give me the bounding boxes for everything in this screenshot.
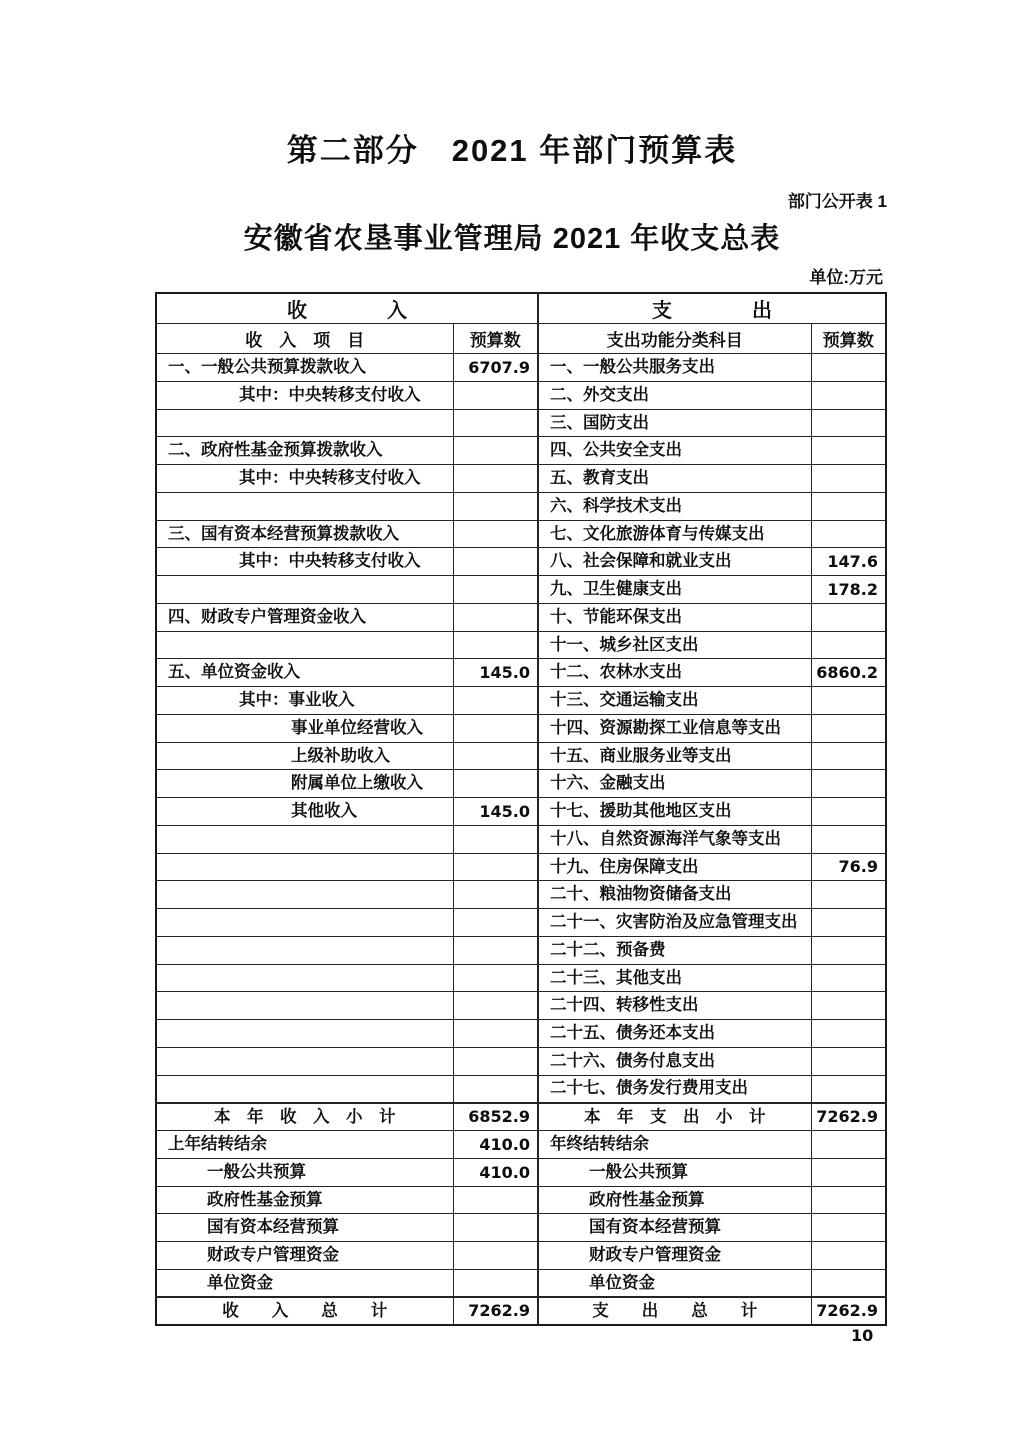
income-value-cell bbox=[453, 1214, 538, 1242]
expense-item-cell: 十九、住房保障支出 bbox=[538, 853, 811, 881]
expense-value-cell bbox=[811, 1269, 886, 1297]
income-item-cell: 国有资本经营预算 bbox=[156, 1214, 453, 1242]
expense-item-cell: 十二、农林水支出 bbox=[538, 659, 811, 687]
income-item-cell: 五、单位资金收入 bbox=[156, 659, 453, 687]
expense-value-cell bbox=[811, 909, 886, 937]
section-title: 第二部分 2021 年部门预算表 bbox=[286, 133, 738, 168]
expense-value-cell bbox=[811, 770, 886, 798]
expense-item-cell: 十七、援助其他地区支出 bbox=[538, 798, 811, 826]
table-row bbox=[156, 659, 886, 687]
income-item-cell bbox=[156, 992, 453, 1020]
expense-value-cell bbox=[811, 798, 886, 826]
table-row bbox=[156, 631, 886, 659]
income-value-cell bbox=[453, 381, 538, 409]
expense-item-cell: 二十六、债务付息支出 bbox=[538, 1047, 811, 1075]
expense-value-cell bbox=[811, 825, 886, 853]
table-row bbox=[156, 881, 886, 909]
table-row bbox=[156, 936, 886, 964]
income-item-cell bbox=[156, 936, 453, 964]
expense-value-cell: 76.9 bbox=[811, 853, 886, 881]
table-row-carry bbox=[156, 1242, 886, 1270]
group-header-row bbox=[156, 293, 886, 324]
income-value-cell bbox=[453, 1075, 538, 1103]
income-value-cell bbox=[453, 881, 538, 909]
expense-value-cell bbox=[811, 1020, 886, 1048]
expense-item-cell: 十一、城乡社区支出 bbox=[538, 631, 811, 659]
income-group-header: 收 入 bbox=[156, 293, 538, 324]
expense-value-cell bbox=[811, 1131, 886, 1159]
income-item-cell: 事业单位经营收入 bbox=[156, 714, 453, 742]
expense-value-cell bbox=[811, 714, 886, 742]
expense-item-cell: 六、科学技术支出 bbox=[538, 492, 811, 520]
table-row bbox=[156, 825, 886, 853]
expense-value-cell bbox=[811, 1047, 886, 1075]
expense-item-cell: 九、卫生健康支出 bbox=[538, 576, 811, 604]
table-row bbox=[156, 714, 886, 742]
income-value-cell bbox=[453, 1269, 538, 1297]
income-item-cell: 其中：中央转移支付收入 bbox=[156, 465, 453, 493]
expense-value-cell bbox=[811, 992, 886, 1020]
expense-value-cell bbox=[811, 631, 886, 659]
income-value-cell: 145.0 bbox=[453, 798, 538, 826]
expense-value-cell bbox=[811, 1186, 886, 1214]
income-item-cell: 财政专户管理资金 bbox=[156, 1242, 453, 1270]
expense-value-cell bbox=[811, 964, 886, 992]
table-row bbox=[156, 992, 886, 1020]
expense-item-cell: 一、一般公共服务支出 bbox=[538, 354, 811, 382]
income-value-cell bbox=[453, 964, 538, 992]
expense-value-cell bbox=[811, 354, 886, 382]
expense-item-cell: 八、社会保障和就业支出 bbox=[538, 548, 811, 576]
expense-item-cell: 十、节能环保支出 bbox=[538, 603, 811, 631]
income-value-cell bbox=[453, 825, 538, 853]
table-row bbox=[156, 492, 886, 520]
expense-value-cell: 6860.2 bbox=[811, 659, 886, 687]
expense-item-cell: 二十七、债务发行费用支出 bbox=[538, 1075, 811, 1103]
expense-item-cell: 二十、粮油物资储备支出 bbox=[538, 881, 811, 909]
income-value-cell bbox=[453, 603, 538, 631]
table-row bbox=[156, 909, 886, 937]
expense-item-header: 支出功能分类科目 bbox=[538, 324, 811, 354]
income-item-cell bbox=[156, 409, 453, 437]
expense-value-cell: 178.2 bbox=[811, 576, 886, 604]
income-item-cell: 本 年 收 入 小 计 bbox=[156, 1103, 453, 1131]
income-value-cell bbox=[453, 714, 538, 742]
expense-value-cell bbox=[811, 742, 886, 770]
table-row bbox=[156, 437, 886, 465]
table-row bbox=[156, 798, 886, 826]
income-value-cell bbox=[453, 853, 538, 881]
table-title: 安徽省农垦事业管理局 2021 年收支总表 bbox=[243, 223, 781, 255]
income-value-cell bbox=[453, 548, 538, 576]
income-item-cell bbox=[156, 1047, 453, 1075]
income-item-cell: 其他收入 bbox=[156, 798, 453, 826]
expense-budget-header: 预算数 bbox=[811, 324, 886, 354]
income-item-cell: 政府性基金预算 bbox=[156, 1186, 453, 1214]
expense-item-cell: 国有资本经营预算 bbox=[538, 1214, 811, 1242]
income-item-cell: 一、一般公共预算拨款收入 bbox=[156, 354, 453, 382]
income-budget-header: 预算数 bbox=[453, 324, 538, 354]
table-row-carry bbox=[156, 1158, 886, 1186]
income-item-cell: 上级补助收入 bbox=[156, 742, 453, 770]
expense-item-cell: 二十四、转移性支出 bbox=[538, 992, 811, 1020]
income-item-cell bbox=[156, 909, 453, 937]
table-row bbox=[156, 576, 886, 604]
income-item-cell: 附属单位上缴收入 bbox=[156, 770, 453, 798]
income-item-cell: 四、财政专户管理资金收入 bbox=[156, 603, 453, 631]
expense-item-cell: 一般公共预算 bbox=[538, 1158, 811, 1186]
income-item-cell: 一般公共预算 bbox=[156, 1158, 453, 1186]
table-body bbox=[156, 354, 886, 1325]
expense-item-cell: 财政专户管理资金 bbox=[538, 1242, 811, 1270]
expense-value-cell bbox=[811, 409, 886, 437]
expense-item-cell: 四、公共安全支出 bbox=[538, 437, 811, 465]
income-value-cell: 6852.9 bbox=[453, 1103, 538, 1131]
table-row bbox=[156, 742, 886, 770]
table-row-total bbox=[156, 1297, 886, 1325]
expense-value-cell bbox=[811, 1075, 886, 1103]
table-row bbox=[156, 520, 886, 548]
income-item-cell: 二、政府性基金预算拨款收入 bbox=[156, 437, 453, 465]
income-value-cell bbox=[453, 1047, 538, 1075]
income-item-cell: 三、国有资本经营预算拨款收入 bbox=[156, 520, 453, 548]
expense-item-cell: 二十一、灾害防治及应急管理支出 bbox=[538, 909, 811, 937]
expense-value-cell bbox=[811, 465, 886, 493]
income-value-cell bbox=[453, 409, 538, 437]
table-row-carry bbox=[156, 1269, 886, 1297]
expense-value-cell bbox=[811, 936, 886, 964]
table-public-label: 部门公开表 1 bbox=[787, 192, 887, 211]
expense-item-cell: 年终结转结余 bbox=[538, 1131, 811, 1159]
expense-item-cell: 本 年 支 出 小 计 bbox=[538, 1103, 811, 1131]
income-value-cell bbox=[453, 437, 538, 465]
table-row bbox=[156, 603, 886, 631]
income-item-cell: 单位资金 bbox=[156, 1269, 453, 1297]
expense-item-cell: 二十五、债务还本支出 bbox=[538, 1020, 811, 1048]
table-row bbox=[156, 1047, 886, 1075]
expense-value-cell bbox=[811, 437, 886, 465]
income-value-cell: 410.0 bbox=[453, 1158, 538, 1186]
page-number: 10 bbox=[851, 1326, 874, 1345]
table-row bbox=[156, 409, 886, 437]
table-row bbox=[156, 1020, 886, 1048]
income-item-cell: 上年结转结余 bbox=[156, 1131, 453, 1159]
budget-table bbox=[155, 292, 887, 1326]
expense-group-header: 支 出 bbox=[538, 293, 886, 324]
expense-item-cell: 二十三、其他支出 bbox=[538, 964, 811, 992]
income-value-cell bbox=[453, 576, 538, 604]
income-value-cell bbox=[453, 936, 538, 964]
income-value-cell bbox=[453, 1186, 538, 1214]
income-item-cell bbox=[156, 492, 453, 520]
expense-item-cell: 五、教育支出 bbox=[538, 465, 811, 493]
expense-value-cell bbox=[811, 1214, 886, 1242]
income-value-cell bbox=[453, 742, 538, 770]
expense-item-cell: 支 出 总 计 bbox=[538, 1297, 811, 1325]
income-value-cell: 410.0 bbox=[453, 1131, 538, 1159]
table-row-carry bbox=[156, 1186, 886, 1214]
expense-value-cell bbox=[811, 492, 886, 520]
income-value-cell bbox=[453, 1242, 538, 1270]
income-item-cell bbox=[156, 1075, 453, 1103]
expense-value-cell: 7262.9 bbox=[811, 1297, 886, 1325]
expense-item-cell: 单位资金 bbox=[538, 1269, 811, 1297]
income-value-cell bbox=[453, 465, 538, 493]
income-item-cell bbox=[156, 1020, 453, 1048]
expense-item-cell: 七、文化旅游体育与传媒支出 bbox=[538, 520, 811, 548]
expense-item-cell: 三、国防支出 bbox=[538, 409, 811, 437]
expense-item-cell: 政府性基金预算 bbox=[538, 1186, 811, 1214]
table-row bbox=[156, 381, 886, 409]
income-item-cell: 其中：事业收入 bbox=[156, 687, 453, 715]
income-item-cell bbox=[156, 825, 453, 853]
income-value-cell bbox=[453, 687, 538, 715]
expense-value-cell bbox=[811, 520, 886, 548]
expense-item-cell: 十五、商业服务业等支出 bbox=[538, 742, 811, 770]
expense-item-cell: 十六、金融支出 bbox=[538, 770, 811, 798]
unit-note: 单位:万元 bbox=[809, 268, 883, 287]
income-item-cell bbox=[156, 576, 453, 604]
income-value-cell: 6707.9 bbox=[453, 354, 538, 382]
expense-item-cell: 二十二、预备费 bbox=[538, 936, 811, 964]
income-item-cell bbox=[156, 631, 453, 659]
income-item-cell: 其中：中央转移支付收入 bbox=[156, 548, 453, 576]
expense-value-cell: 147.6 bbox=[811, 548, 886, 576]
table-row bbox=[156, 354, 886, 382]
table-row-carry bbox=[156, 1214, 886, 1242]
income-value-cell bbox=[453, 909, 538, 937]
table-row bbox=[156, 853, 886, 881]
income-value-cell: 145.0 bbox=[453, 659, 538, 687]
income-value-cell bbox=[453, 631, 538, 659]
income-value-cell bbox=[453, 520, 538, 548]
table-row bbox=[156, 964, 886, 992]
income-value-cell bbox=[453, 992, 538, 1020]
expense-item-cell: 十八、自然资源海洋气象等支出 bbox=[538, 825, 811, 853]
expense-value-cell bbox=[811, 1158, 886, 1186]
income-value-cell bbox=[453, 492, 538, 520]
table-row-carry bbox=[156, 1131, 886, 1159]
expense-item-cell: 二、外交支出 bbox=[538, 381, 811, 409]
table-row bbox=[156, 687, 886, 715]
income-value-cell bbox=[453, 770, 538, 798]
expense-value-cell: 7262.9 bbox=[811, 1103, 886, 1131]
expense-value-cell bbox=[811, 381, 886, 409]
income-value-cell bbox=[453, 1020, 538, 1048]
income-item-cell bbox=[156, 853, 453, 881]
expense-value-cell bbox=[811, 881, 886, 909]
income-item-cell: 其中：中央转移支付收入 bbox=[156, 381, 453, 409]
expense-item-cell: 十四、资源勘探工业信息等支出 bbox=[538, 714, 811, 742]
table-row bbox=[156, 1075, 886, 1103]
income-value-cell: 7262.9 bbox=[453, 1297, 538, 1325]
table-row bbox=[156, 465, 886, 493]
income-item-cell bbox=[156, 881, 453, 909]
expense-value-cell bbox=[811, 603, 886, 631]
table-row bbox=[156, 770, 886, 798]
table-row bbox=[156, 548, 886, 576]
table-row-subtotal bbox=[156, 1103, 886, 1131]
income-item-header: 收 入 项 目 bbox=[156, 324, 453, 354]
expense-value-cell bbox=[811, 687, 886, 715]
income-item-cell bbox=[156, 964, 453, 992]
expense-item-cell: 十三、交通运输支出 bbox=[538, 687, 811, 715]
column-header-row bbox=[156, 324, 886, 354]
expense-value-cell bbox=[811, 1242, 886, 1270]
income-item-cell: 收 入 总 计 bbox=[156, 1297, 453, 1325]
